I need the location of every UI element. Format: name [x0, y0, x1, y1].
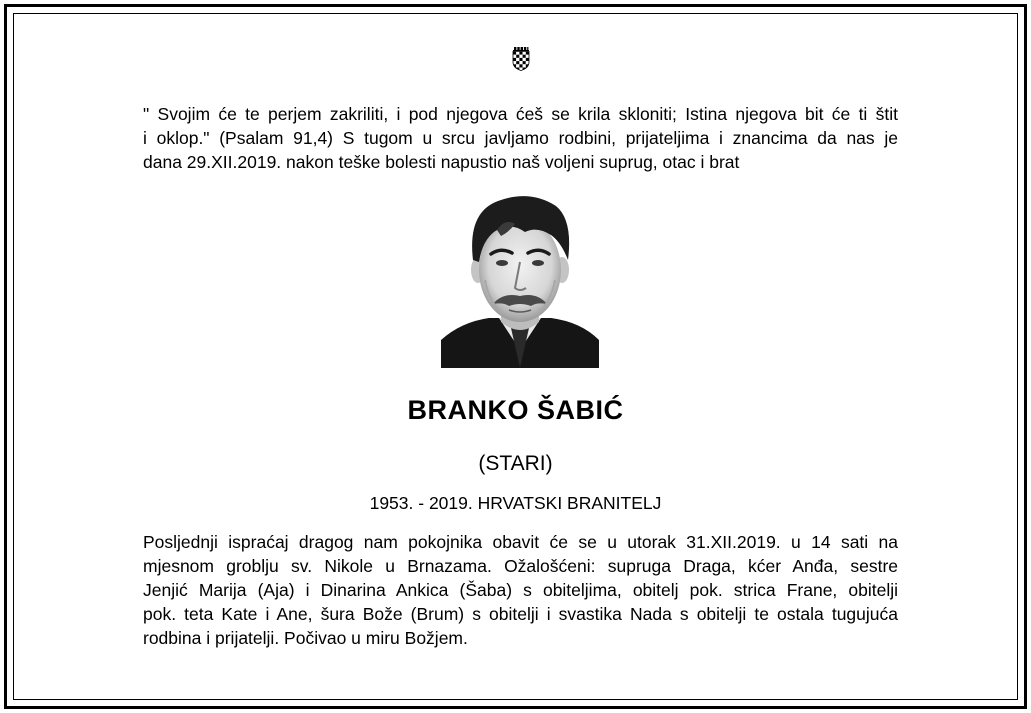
- crest-checker-square: [523, 55, 526, 58]
- crest-checker-square: [523, 58, 526, 61]
- life-years-and-title: 1953. - 2019. HRVATSKI BRANITELJ: [369, 493, 662, 513]
- deceased-portrait-photo: [441, 190, 599, 368]
- crest-checker-square: [523, 52, 526, 55]
- funeral-line-1: Posljednji ispraćaj dragog nam pokojnika obavit će se u utorak 31.XII.2019. u 14 sati na: [143, 532, 898, 552]
- crest-checker-square: [513, 58, 516, 61]
- crest-checker-square: [516, 58, 519, 61]
- intro-paragraph: [143, 102, 898, 174]
- intro-line-1: " Svojim će te perjem zakriliti, i pod njegova ćeš se krila skloniti; Istina njegova bit će ti štit: [143, 104, 898, 124]
- crest-checker-square: [513, 52, 516, 55]
- funeral-line-5: rodbina i prijatelji. Počivao u miru Božjem.: [143, 628, 468, 648]
- intro-line-2: i oklop." (Psalam 91,4) S tugom u srcu javljamo rodbini, prijateljima i znancima da nas je: [143, 128, 898, 148]
- crest-checker-square: [523, 61, 526, 64]
- crest-checker-square: [516, 52, 519, 55]
- deceased-nickname: (STARI): [478, 452, 553, 475]
- crest-checker-square: [519, 58, 522, 61]
- crest-checker-square: [519, 61, 522, 64]
- crest-checker-square: [526, 55, 529, 58]
- crest-checker-square: [526, 58, 529, 61]
- crest-checker-square: [513, 55, 516, 58]
- crest-checker-square: [519, 64, 522, 67]
- crest-checker-square: [516, 55, 519, 58]
- crest-checker-square: [519, 52, 522, 55]
- crest-checker-square: [516, 64, 519, 67]
- funeral-paragraph: [143, 530, 898, 650]
- crest-checker-square: [519, 55, 522, 58]
- croatian-coat-of-arms-icon: [511, 47, 531, 71]
- crest-checker-square: [523, 64, 526, 67]
- crest-checker-square: [526, 52, 529, 55]
- intro-line-3: dana 29.XII.2019. nakon teške bolesti napustio naš voljeni suprug, otac i brat: [143, 152, 740, 172]
- funeral-line-3: Jenjić Marija (Aja) i Dinarina Ankica (Šaba) s obiteljima, obitelj pok. strica Frane, obitelji: [143, 580, 898, 600]
- deceased-name: BRANKO ŠABIĆ: [407, 395, 624, 425]
- crest-checker-square: [516, 61, 519, 64]
- funeral-line-2: mjesnom groblju sv. Nikole u Brnazama. Ožalošćeni: supruga Draga, kćer Anđa, sestre: [143, 556, 898, 576]
- funeral-line-4: pok. teta Kate i Ane, šura Bože (Brum) s obitelji i svastika Nada s obitelji te ostala tugujuća: [143, 604, 898, 624]
